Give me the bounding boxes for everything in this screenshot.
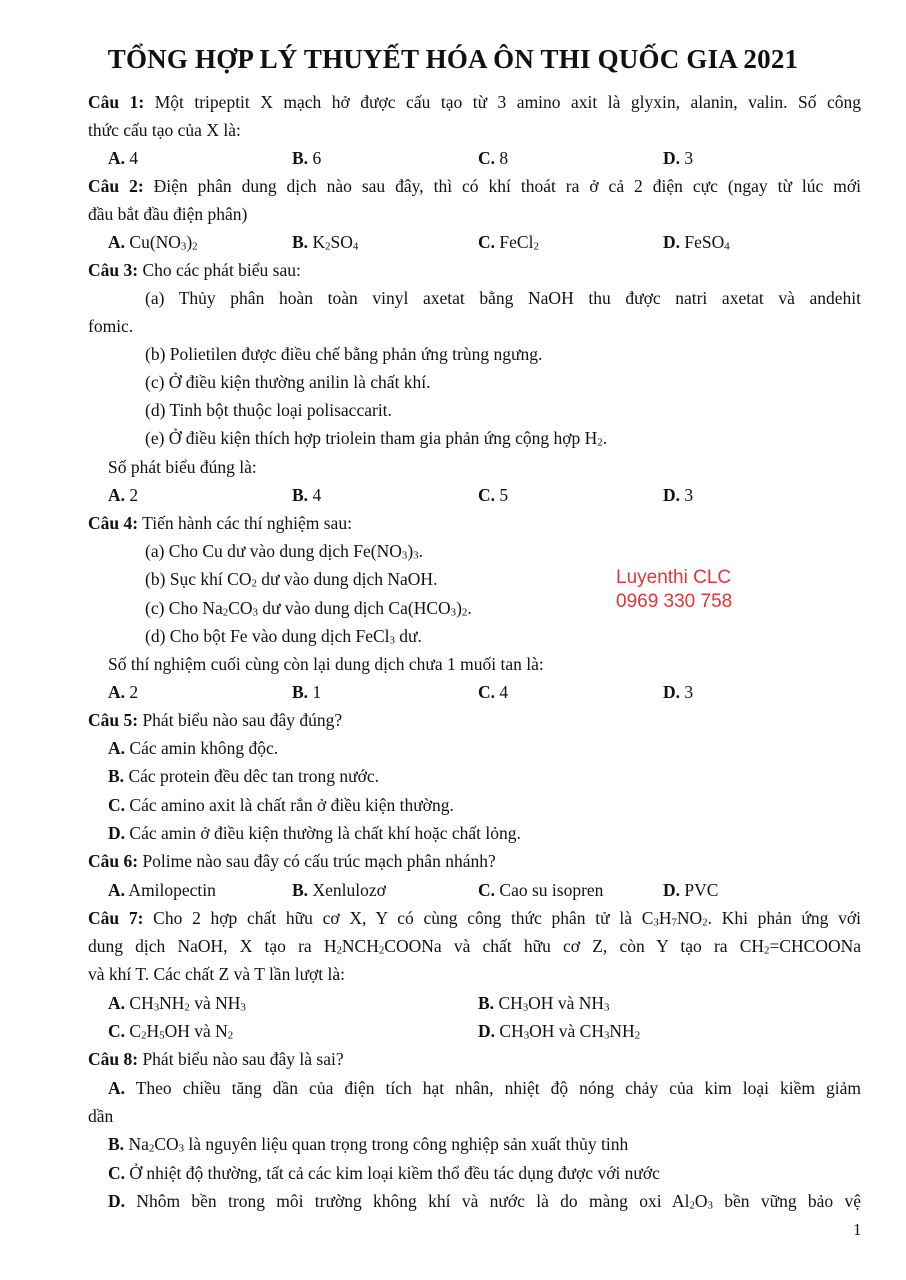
subscript: 3 xyxy=(707,1199,713,1212)
q1-line1 xyxy=(88,90,861,114)
experiment-text: (d) Cho bột Fe vào dung dịch FeCl xyxy=(145,626,390,646)
option-key: A. xyxy=(108,682,126,702)
q5-option-c xyxy=(108,793,454,817)
q1-line2: thức cấu tạo của X là: xyxy=(88,120,241,140)
q7-option-d xyxy=(478,1019,640,1043)
q7-text: . Khi phản ứng với xyxy=(707,908,862,928)
q7-text: COONa và chất hữu cơ Z, còn Y tạo ra CH xyxy=(384,936,765,956)
q3-question: Số phát biểu đúng là: xyxy=(108,457,257,477)
q7-option-b xyxy=(478,991,609,1015)
q5-line1 xyxy=(88,708,342,732)
q8-option-d xyxy=(108,1189,861,1213)
q3-statement-b: (b) Polietilen được điều chế bằng phản ứng trùng ngưng. xyxy=(145,344,543,364)
option-text: O xyxy=(694,1191,708,1211)
page-title: TỔNG HỢP LÝ THUYẾT HÓA ÔN THI QUỐC GIA 2021 xyxy=(107,44,799,74)
q8-option-b xyxy=(108,1132,628,1156)
option-text: Theo chiều tăng dần của điện tích hạt nhân, nhiệt độ nóng chảy của kim loại kiềm giảm xyxy=(125,1078,861,1098)
option-key: A. xyxy=(108,880,126,900)
option-text: Amilopectin xyxy=(125,880,216,900)
subscript: 3 xyxy=(603,1029,610,1042)
q6-option-a xyxy=(108,878,216,902)
option-text: NH xyxy=(609,1021,635,1041)
q7-text: dung dịch NaOH, X tạo ra H xyxy=(88,936,337,956)
option-key: D. xyxy=(663,880,681,900)
option-text: OH và N xyxy=(164,1021,228,1041)
option-text: 3 xyxy=(680,682,694,702)
option-text: 3 xyxy=(680,148,694,168)
option-key: B. xyxy=(292,148,309,168)
q4-label: Câu 4: xyxy=(88,513,139,533)
q6-label: Câu 6: xyxy=(88,851,139,871)
experiment-text: (a) Cho Cu dư vào dung dịch Fe(NO xyxy=(145,541,402,561)
q8-option-c xyxy=(108,1161,660,1185)
subscript: 2 xyxy=(251,577,257,590)
q5-option-d xyxy=(108,821,521,845)
q3-option-b xyxy=(292,483,321,507)
experiment-text: (b) Sục khí CO xyxy=(145,569,252,589)
q4-experiment-b xyxy=(145,567,437,591)
subscript: 3 xyxy=(180,240,187,253)
option-key: B. xyxy=(292,232,309,252)
option-text: FeSO xyxy=(680,232,725,252)
subscript: 2 xyxy=(764,944,770,957)
q2-label: Câu 2: xyxy=(88,176,144,196)
subscript: 3 xyxy=(389,634,395,647)
option-key: A. xyxy=(108,1078,126,1098)
q7-line3: và khí T. Các chất Z và T lần lượt là: xyxy=(88,964,346,984)
subscript: 2 xyxy=(141,1029,147,1042)
q8-option-a-cont: dần xyxy=(88,1106,114,1126)
q3-statement-c: (c) Ở điều kiện thường anilin là chất khí. xyxy=(145,372,431,392)
option-text: CH xyxy=(494,993,523,1013)
option-text: SO xyxy=(330,232,353,252)
experiment-text: dư vào dung dịch NaOH. xyxy=(256,569,438,589)
subscript: 2 xyxy=(634,1029,641,1042)
experiment-text: . xyxy=(418,541,423,561)
q4-experiment-a xyxy=(145,539,423,563)
subscript: 2 xyxy=(336,944,342,957)
experiment-text: dư. xyxy=(394,626,422,646)
q3-statement-d: (d) Tinh bột thuộc loại polisaccarit. xyxy=(145,400,392,420)
q7-line2 xyxy=(88,934,861,958)
experiment-text: ) xyxy=(456,598,462,618)
option-text: 2 xyxy=(125,485,139,505)
option-text: 4 xyxy=(495,682,509,702)
subscript: 3 xyxy=(252,606,258,619)
q4-option-b xyxy=(292,680,321,704)
subscript: 3 xyxy=(240,1001,246,1014)
subscript: 2 xyxy=(597,436,603,449)
subscript: 3 xyxy=(522,1001,529,1014)
option-text: Các amino axit là chất rắn ở điều kiện thường. xyxy=(125,795,454,815)
option-text: bền vững bảo vệ xyxy=(712,1191,861,1211)
option-key: D. xyxy=(108,1191,126,1211)
subscript: 3 xyxy=(413,549,419,562)
subscript: 2 xyxy=(461,606,468,619)
q6-intro: Polime nào sau đây có cấu trúc mạch phân nhánh? xyxy=(138,851,496,871)
statement-text: . xyxy=(602,428,608,448)
q5-intro: Phát biểu nào sau đây đúng? xyxy=(138,710,343,730)
option-key: B. xyxy=(108,1134,125,1154)
option-key: D. xyxy=(663,682,681,702)
option-key: D. xyxy=(108,823,126,843)
q3-option-c xyxy=(478,483,508,507)
q7-text: Cho 2 hợp chất hữu cơ X, Y có cùng công thức phân tử là C xyxy=(143,908,654,928)
option-text: Nhôm bền trong môi trường không khí và nước là do màng oxi Al xyxy=(125,1191,690,1211)
option-key: A. xyxy=(108,232,126,252)
option-text: và NH xyxy=(189,993,241,1013)
q6-option-c xyxy=(478,878,603,902)
option-text: Các amin không độc. xyxy=(125,738,279,758)
q8-intro: Phát biểu nào sau đây là sai? xyxy=(138,1049,344,1069)
subscript: 2 xyxy=(148,1142,155,1155)
q4-option-c xyxy=(478,680,508,704)
subscript: 4 xyxy=(724,240,730,253)
q3-statement-a: (a) Thủy phân hoàn toàn vinyl axetat bằng NaOH thu được natri axetat và andehit xyxy=(145,288,861,308)
subscript: 3 xyxy=(178,1142,184,1155)
option-text: 6 xyxy=(308,148,322,168)
q3-line1 xyxy=(88,258,301,282)
q8-label: Câu 8: xyxy=(88,1049,139,1069)
q3-statement-e xyxy=(145,426,607,450)
option-text: 5 xyxy=(495,485,509,505)
option-key: A. xyxy=(108,993,126,1013)
subscript: 7 xyxy=(671,916,677,929)
q7-option-a xyxy=(108,991,246,1015)
statement-text: (e) Ở điều kiện thích hợp triolein tham gia phản ứng cộng hợp H xyxy=(145,428,598,448)
option-key: D. xyxy=(663,485,681,505)
option-text: Cao su isopren xyxy=(495,880,604,900)
subscript: 2 xyxy=(325,240,331,253)
option-text: K xyxy=(308,232,326,252)
subscript: 2 xyxy=(378,944,385,957)
subscript: 2 xyxy=(184,1001,190,1014)
q1-option-d xyxy=(663,146,693,170)
q3-label: Câu 3: xyxy=(88,260,139,280)
option-text: 1 xyxy=(308,682,322,702)
option-text: H xyxy=(146,1021,160,1041)
option-text: CO xyxy=(154,1134,179,1154)
q7-text: =CHCOONa xyxy=(769,936,862,956)
option-text: 3 xyxy=(680,485,694,505)
subscript: 3 xyxy=(653,916,659,929)
option-text: Na xyxy=(124,1134,149,1154)
option-key: A. xyxy=(108,148,126,168)
option-key: C. xyxy=(108,1021,126,1041)
q3-intro: Cho các phát biểu sau: xyxy=(138,260,301,280)
option-key: C. xyxy=(108,795,126,815)
option-text: CH xyxy=(495,1021,524,1041)
q6-option-d xyxy=(663,878,718,902)
option-key: B. xyxy=(292,880,309,900)
q1-text1: Một tripeptit X mạch hở được cấu tạo từ 3 amino axit là glyxin, alanin, valin. Số công xyxy=(144,92,861,112)
option-key: D. xyxy=(478,1021,496,1041)
q5-option-b xyxy=(108,764,379,788)
option-text: Ở nhiệt độ thường, tất cả các kim loại kiềm thổ đều tác dụng được với nước xyxy=(125,1163,660,1183)
option-text: CH xyxy=(125,993,154,1013)
subscript: 2 xyxy=(222,606,229,619)
watermark-name: Luyenthi CLC xyxy=(616,567,732,588)
q4-question: Số thí nghiệm cuối cùng còn lại dung dịch chưa 1 muối tan là: xyxy=(108,654,544,674)
q4-option-a xyxy=(108,680,138,704)
watermark-phone: 0969 330 758 xyxy=(616,591,733,612)
page-number: 1 xyxy=(853,1220,862,1239)
subscript: 2 xyxy=(533,240,539,253)
q7-text: NCH xyxy=(341,936,379,956)
subscript: 2 xyxy=(702,916,708,929)
q5-option-a xyxy=(108,736,278,760)
q8-line1 xyxy=(88,1047,344,1071)
q1-label: Câu 1: xyxy=(88,92,145,112)
option-key: C. xyxy=(478,232,496,252)
q2-option-b xyxy=(292,230,358,254)
q7-label: Câu 7: xyxy=(88,908,144,928)
option-key: C. xyxy=(478,880,496,900)
option-text: FeCl xyxy=(495,232,534,252)
q3-option-a xyxy=(108,483,138,507)
q4-experiment-c xyxy=(145,596,472,620)
subscript: 3 xyxy=(153,1001,160,1014)
q2-option-d xyxy=(663,230,730,254)
subscript: 4 xyxy=(352,240,359,253)
option-text: 4 xyxy=(308,485,322,505)
q3-statement-a-cont: fomic. xyxy=(88,316,134,336)
option-key: C. xyxy=(108,1163,126,1183)
q2-line1 xyxy=(88,174,861,198)
option-key: B. xyxy=(478,993,495,1013)
q4-line1 xyxy=(88,511,352,535)
option-text: 8 xyxy=(495,148,509,168)
option-text: ) xyxy=(186,232,193,252)
subscript: 3 xyxy=(401,549,408,562)
option-text: NH xyxy=(159,993,185,1013)
q5-label: Câu 5: xyxy=(88,710,139,730)
q2-option-c xyxy=(478,230,539,254)
q7-option-c xyxy=(108,1019,233,1043)
subscript: 2 xyxy=(689,1199,695,1212)
option-key: D. xyxy=(663,232,681,252)
q1-option-a xyxy=(108,146,138,170)
q8-option-a xyxy=(108,1076,861,1100)
option-text: Xenlulozơ xyxy=(308,880,386,900)
option-key: A. xyxy=(108,738,126,758)
option-key: B. xyxy=(292,682,309,702)
option-text: C xyxy=(125,1021,142,1041)
subscript: 3 xyxy=(604,1001,610,1014)
q2-option-a xyxy=(108,230,198,254)
option-key: D. xyxy=(663,148,681,168)
option-text: 4 xyxy=(125,148,139,168)
option-key: C. xyxy=(478,148,496,168)
subscript: 2 xyxy=(192,240,198,253)
option-key: B. xyxy=(108,766,125,786)
q3-option-d xyxy=(663,483,693,507)
q4-option-d xyxy=(663,680,693,704)
subscript: 5 xyxy=(159,1029,165,1042)
experiment-text: (c) Cho Na xyxy=(145,598,223,618)
option-text: PVC xyxy=(680,880,719,900)
option-text: OH và NH xyxy=(528,993,604,1013)
q4-intro: Tiến hành các thí nghiệm sau: xyxy=(138,513,352,533)
experiment-text: . xyxy=(467,598,472,618)
q2-line2: đầu bắt đầu điện phân) xyxy=(88,204,248,224)
subscript: 3 xyxy=(523,1029,530,1042)
experiment-text: CO xyxy=(228,598,253,618)
q1-option-c xyxy=(478,146,508,170)
option-text: là nguyên liệu quan trọng trong công nghiệp sản xuất thủy tinh xyxy=(184,1134,629,1154)
option-key: A. xyxy=(108,485,126,505)
option-text: OH và CH xyxy=(529,1021,604,1041)
q7-text: NO xyxy=(676,908,703,928)
option-text: 2 xyxy=(125,682,139,702)
subscript: 3 xyxy=(450,606,457,619)
option-key: C. xyxy=(478,682,496,702)
q1-option-b xyxy=(292,146,321,170)
experiment-text: dư vào dung dịch Ca(HCO xyxy=(257,598,451,618)
q7-line1 xyxy=(88,906,861,930)
q6-line1 xyxy=(88,849,496,873)
q7-text: H xyxy=(658,908,672,928)
option-text: Cu(NO xyxy=(125,232,181,252)
experiment-text: ) xyxy=(407,541,414,561)
option-text: Các amin ở điều kiện thường là chất khí hoặc chất lỏng. xyxy=(125,823,521,843)
subscript: 2 xyxy=(227,1029,234,1042)
option-key: B. xyxy=(292,485,309,505)
option-text: Các protein đều dêc tan trong nước. xyxy=(124,766,379,786)
q4-experiment-d xyxy=(145,624,422,648)
option-key: C. xyxy=(478,485,496,505)
q2-text1: Điện phân dung dịch nào sau đây, thì có khí thoát ra ở cả 2 điện cực (ngay từ lúc mới xyxy=(143,176,861,196)
q6-option-b xyxy=(292,878,386,902)
